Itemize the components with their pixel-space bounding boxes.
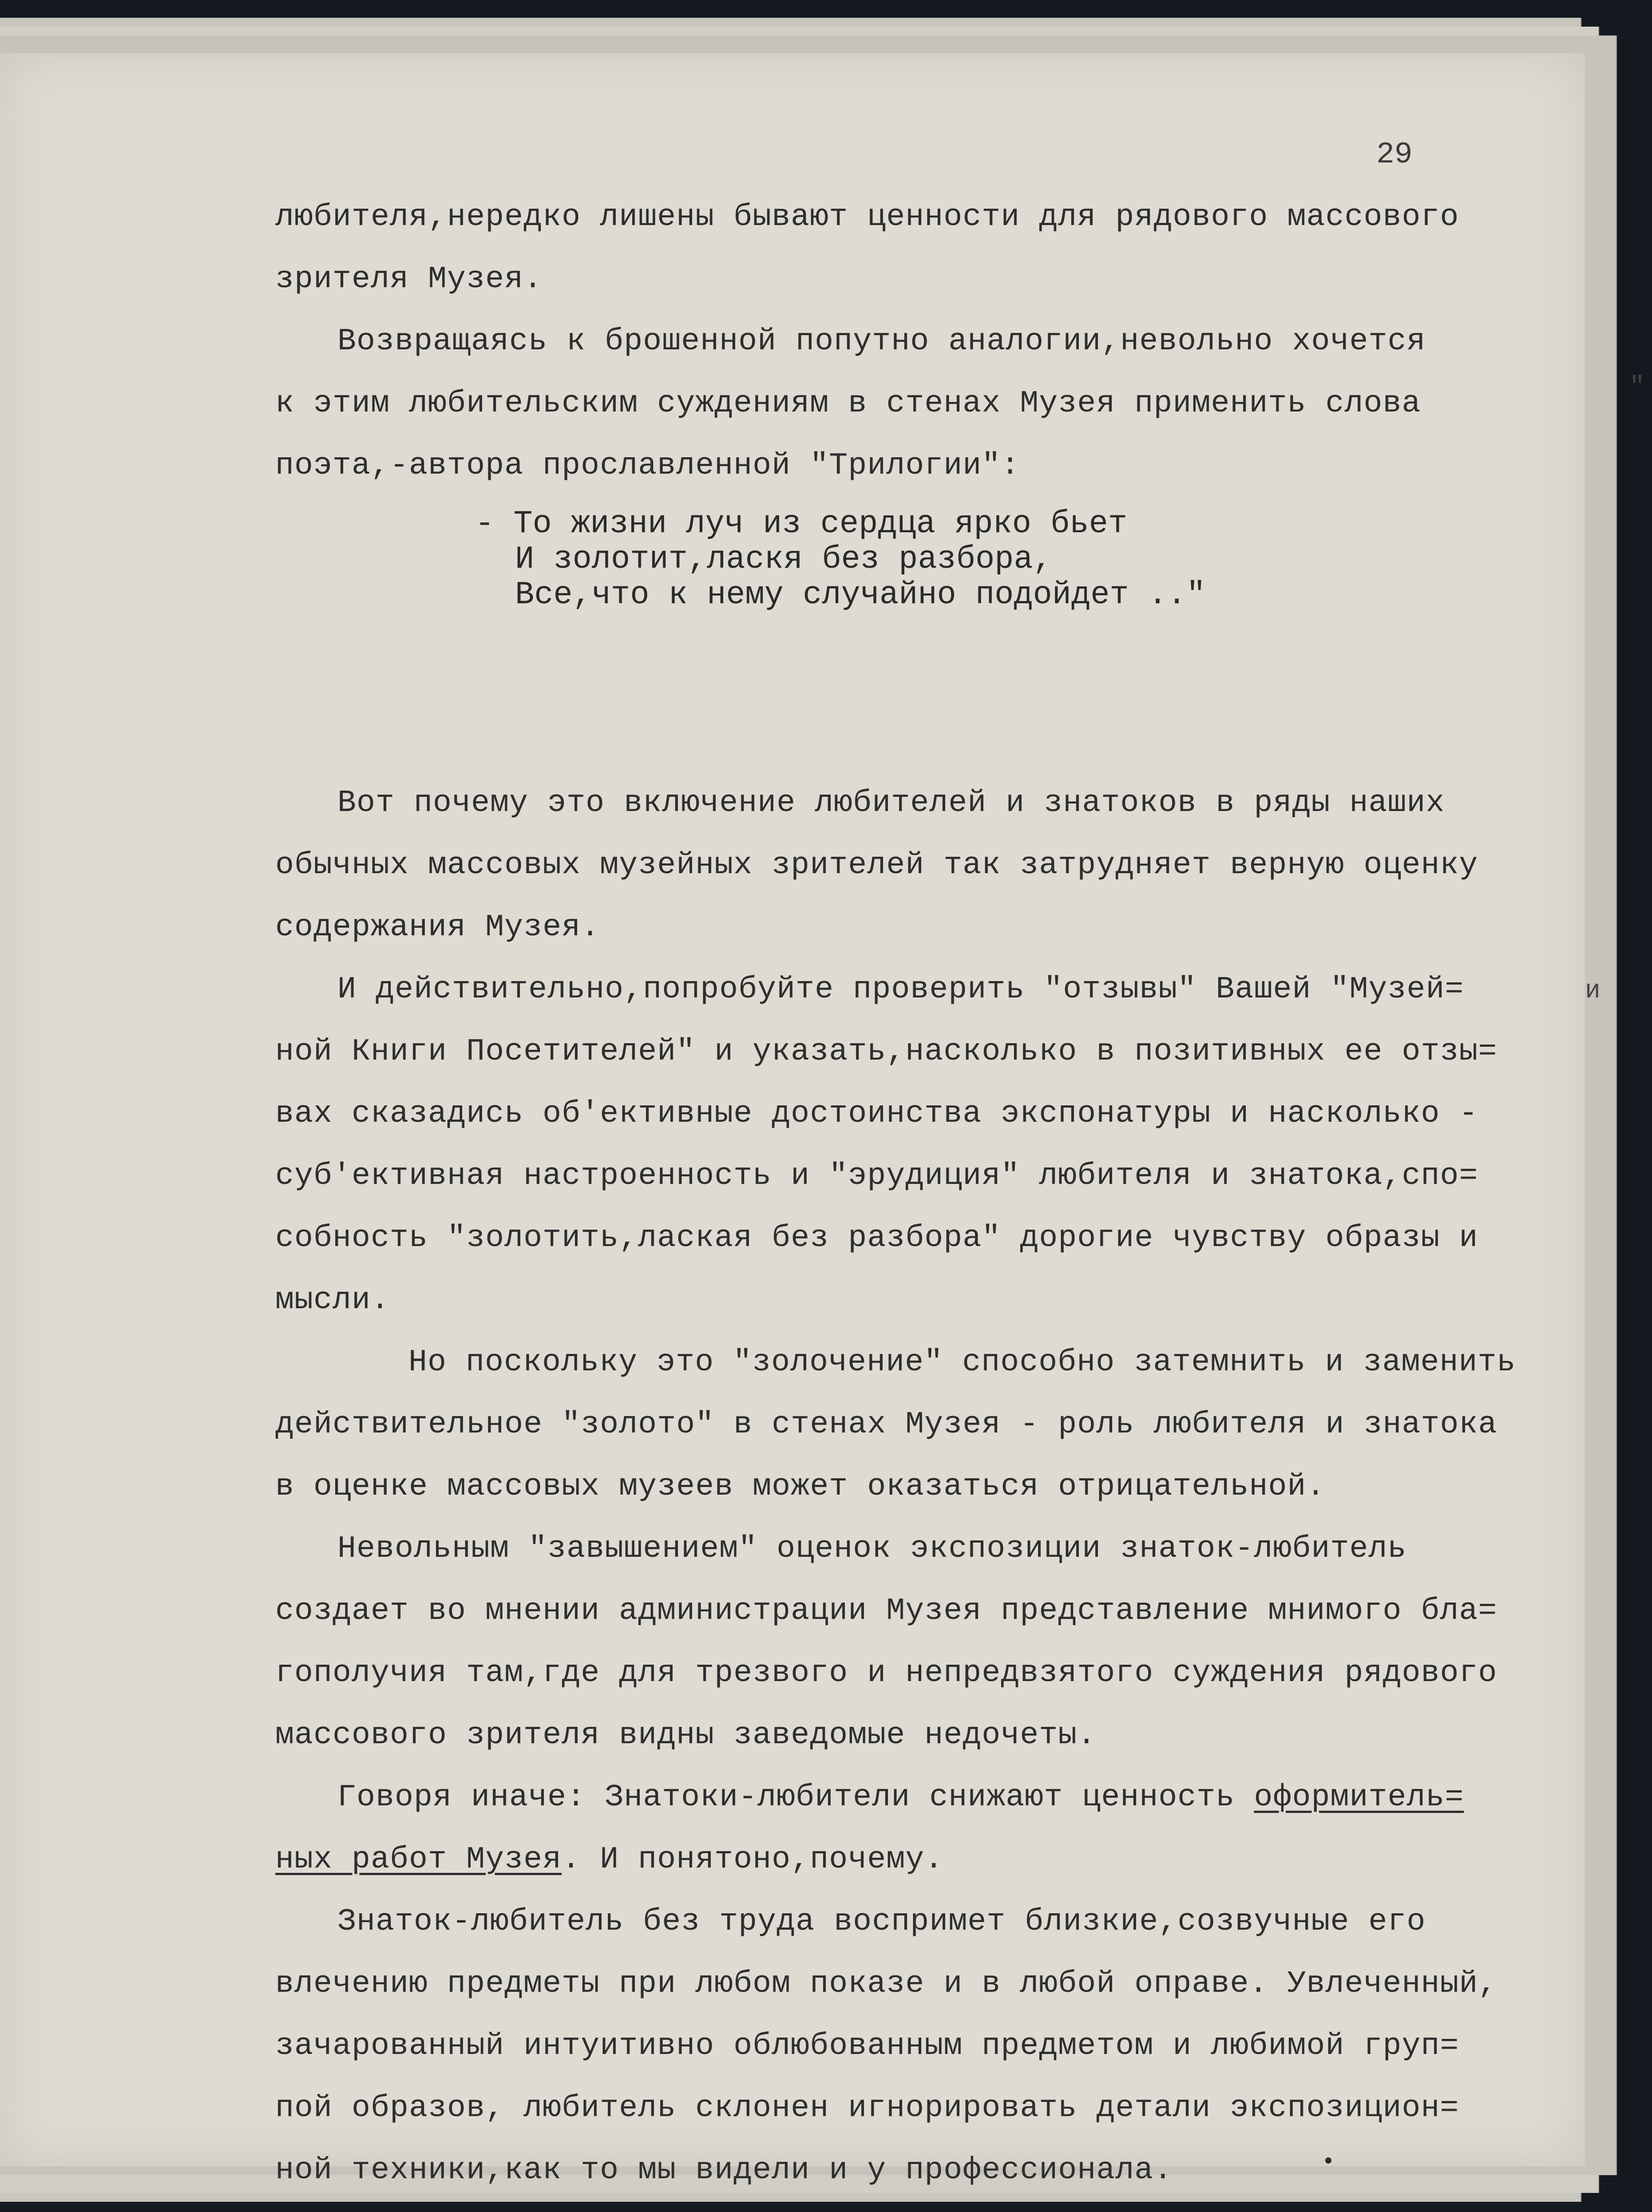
underlined-fragment: ных работ Музея (275, 1842, 562, 1877)
margin-mark: и (1585, 977, 1600, 1005)
text-line: собность "золотить,лаская без разбора" дорогие чувству образы и (275, 1221, 1478, 1256)
verse-line: Все,что к нему случайно подойдет .." (515, 577, 1206, 613)
text-line: зрителя Музея. (275, 262, 543, 297)
text-line: в оценке массовых музеев может оказаться отрицательной. (275, 1469, 1326, 1504)
text-line: действительное "золото" в стенах Музея - роль любителя и знатока (275, 1407, 1497, 1442)
text-line: Невольным "завышением" оценок экспозиции знаток-любитель (337, 1531, 1407, 1567)
text-line: к этим любительским суждениям в стенах Музея применить слова (275, 386, 1421, 421)
underlined-fragment: оформитель= (1254, 1780, 1464, 1815)
text-line: содержания Музея. (275, 910, 600, 945)
text-line: зачарованный интуитивно облюбованным предметом и любимой груп= (275, 2029, 1459, 2064)
margin-mark: " (1629, 373, 1645, 402)
verse-quote (475, 506, 1205, 613)
text-line: создает во мнении администрации Музея представление мнимого бла= (275, 1594, 1497, 1629)
verse-line: И золотит,ласкя без разбора, (515, 541, 1052, 578)
text-line: гополучия там,где для трезвого и непредвзятого суждения рядового (275, 1656, 1497, 1691)
text-line: ной техники,как то мы видели и у профессионала. (275, 2153, 1173, 2188)
text-line: массового зрителя видны заведомые недочеты. (275, 1718, 1097, 1753)
verse-line: - То жизни луч из сердца ярко бьет (475, 506, 1128, 542)
text-line: пой образов, любитель склонен игнорировать детали экспозицион= (275, 2091, 1459, 2126)
text-line-underlined (275, 1829, 1585, 1891)
page-body (275, 186, 1585, 2202)
text-line: любителя,нередко лишены бывают ценности для рядового массового (275, 200, 1459, 235)
text-line: вах сказадись об'ективные достоинства экспонатуры и насколько - (275, 1096, 1478, 1132)
text-line: обычных массовых музейных зрителей так затрудняет верную оценку (275, 848, 1478, 883)
text-line-underlined (275, 1767, 1585, 1829)
page-number: 29 (1376, 138, 1413, 172)
text-line: влечению предметы при любом показе и в любой оправе. Увлеченный, (275, 1967, 1497, 2002)
text-line: И действительно,попробуйте проверить "отзывы" Вашей "Музей= (337, 972, 1464, 1007)
text-line: Вот почему это включение любителей и знатоков в ряды наших (337, 786, 1445, 821)
text-line: Возвращаясь к брошенной попутно аналогии,невольно хочется (337, 324, 1426, 359)
text-line: мысли. (275, 1283, 390, 1318)
text-fragment: Говоря иначе: Знатоки-любители снижают ценность (337, 1780, 1254, 1815)
text-line: суб'ективная настроенность и "эрудиция" любителя и знатока,спо= (275, 1159, 1478, 1194)
text-line: Но поскольку это "золочение" способно затемнить и заменить (408, 1345, 1516, 1380)
text-line: ной Книги Посетителей" и указать,насколько в позитивных ее отзы= (275, 1034, 1497, 1069)
text-line: поэта,-автора прославленной "Трилогии": (275, 448, 1020, 483)
ink-dot (1325, 2157, 1331, 2164)
text-fragment: . И понятоно,почему. (562, 1842, 944, 1877)
text-line: Знаток-любитель без труда воспримет близкие,созвучные его (337, 1904, 1426, 1939)
